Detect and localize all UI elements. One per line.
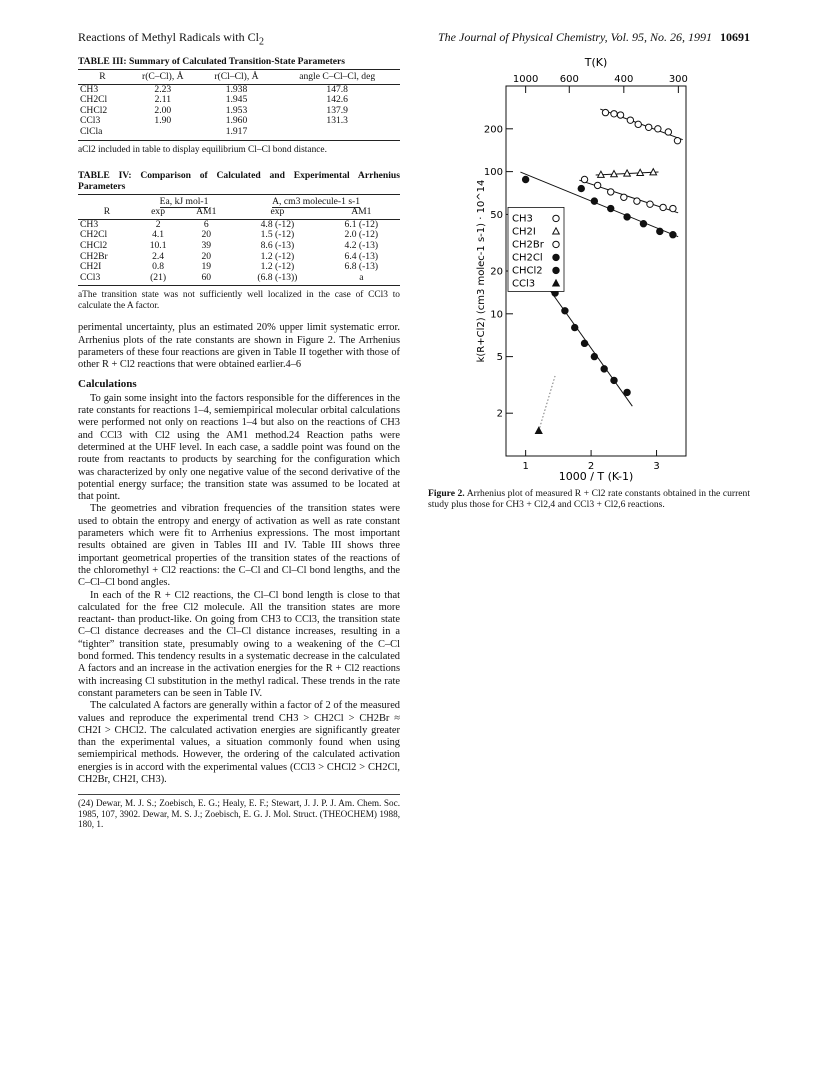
- value-cell: 6: [203, 218, 209, 230]
- col-header: R: [78, 70, 127, 85]
- data-point: [645, 124, 651, 130]
- value-cell: 2.11: [154, 94, 172, 106]
- data-point: [594, 182, 600, 188]
- data-point: [621, 194, 627, 200]
- journal-citation: The Journal of Physical Chemistry, Vol. 95, No. 26, 1991 10691: [438, 30, 750, 44]
- value-cell: 2.00: [154, 104, 172, 116]
- radical-cell: CH3: [80, 218, 99, 230]
- data-point: [665, 129, 671, 135]
- data-point: [640, 221, 646, 227]
- data-point: [562, 308, 568, 314]
- data-point: [608, 205, 614, 211]
- table-4: [78, 170, 400, 313]
- value-cell: [274, 127, 400, 140]
- x-tick-label: 2: [587, 461, 595, 472]
- y-tick-label: 2: [496, 408, 503, 420]
- running-header: [78, 30, 750, 46]
- radical-cell: CHCl2: [80, 104, 108, 116]
- top-axis-label: T(K): [584, 56, 608, 69]
- table-row: [78, 273, 400, 286]
- fit-line: [537, 272, 633, 406]
- y-tick-label: 100: [483, 167, 503, 179]
- value-cell: 8.6 (-13): [260, 239, 295, 251]
- radical-cell: CH2Cl: [80, 229, 108, 241]
- value-cell: 2.23: [154, 83, 172, 95]
- value-cell: 39: [201, 239, 212, 251]
- table-3-grid: [78, 69, 400, 141]
- footnote: (24) Dewar, M. J. S.; Zoebisch, E. G.; Healy, E. F.; Stewart, J. J. P. J. Am. Chem. Soc. 1985, 107, 3902. Dewar, M. S. J.; Zoebisch, E. G. J. Mol. Struct. (THEOCHEM) 1988, 180, 1.: [78, 794, 400, 830]
- table-4-caption: TABLE IV: Comparison of Calculated and Experimental Arrhenius Parameters: [78, 169, 400, 192]
- value-cell: 1.2 (-12): [260, 261, 295, 273]
- data-point: [634, 198, 640, 204]
- value-cell: 4.2 (-13): [344, 239, 379, 251]
- value-cell: 20: [201, 250, 212, 262]
- body-text-left: [78, 322, 400, 830]
- data-point: [611, 377, 617, 383]
- data-point: [578, 185, 584, 191]
- page-number: 10691: [720, 30, 750, 44]
- paragraph: In each of the R + Cl2 reactions, the Cl–Cl bond length is close to that calculated for the free Cl2 molecule. All the transition states are more reactant- than product-like. On going from CH3 to CCl3, the transition state C–Cl distance decreases and the Cl–Cl distance increases, resulting in a “tighter” transition state, presumably owing to a weakening of the C–Cl bond formed. This tendency results in a systematic decrease in the calculated A factors and an increase in the activation energies for the R + Cl2 reactions with increasing Cl substitution in the methyl radical. These trends in the rate constant parameters can be seen in Table IV.: [78, 589, 400, 699]
- data-point: [627, 117, 633, 123]
- data-point: [608, 189, 614, 195]
- value-cell: 60: [180, 273, 232, 286]
- top-tick-label: 300: [668, 74, 688, 85]
- radical-cell: CH3: [80, 83, 99, 95]
- table-row: [78, 241, 400, 252]
- value-cell: 2.0 (-12): [344, 229, 379, 241]
- value-cell: 2: [155, 218, 161, 230]
- legend-entry: CH3: [512, 213, 533, 225]
- table-3-footnote: aCl2 included in table to display equilibrium Cl–Cl bond distance.: [78, 144, 327, 155]
- fit-line: [539, 376, 555, 431]
- figure-caption: Figure 2. Arrhenius plot of measured R + Cl2 rate constants obtained in the current study plus those for CH3 + Cl2,4 and CCl3 + Cl2,6 reactions.: [428, 488, 750, 510]
- top-tick-label: 400: [614, 74, 634, 85]
- value-cell: 1.945: [225, 94, 248, 106]
- data-point: [674, 137, 680, 143]
- x-tick-label: 3: [653, 461, 660, 472]
- data-point: [591, 198, 597, 204]
- group-header: A, cm3 molecule-1 s-1: [272, 195, 361, 207]
- series-CHCl2: [537, 272, 633, 406]
- radical-cell: CHCl2: [80, 239, 108, 251]
- y-tick-label: 5: [496, 352, 503, 364]
- col-header: AM1: [323, 207, 400, 219]
- value-cell: 2.4: [152, 250, 165, 262]
- value-cell: 137.9: [326, 104, 348, 116]
- col-header: AM1: [180, 207, 232, 219]
- value-cell: 6.1 (-12): [344, 218, 379, 230]
- value-cell: 1.5 (-12): [260, 229, 295, 241]
- table-3-caption: TABLE III: Summary of Calculated Transition-State Parameters: [78, 56, 346, 67]
- data-point: [581, 340, 587, 346]
- radical-cell: CCl3: [78, 273, 136, 286]
- radical-cell: CCl3: [80, 115, 101, 127]
- value-cell: 1.2 (-12): [260, 250, 295, 262]
- value-cell: 20: [201, 229, 212, 241]
- radical-cell: CH2I: [80, 261, 102, 273]
- series-CH2Br: [579, 176, 678, 213]
- col-header: exp: [232, 207, 322, 219]
- series-CH2I: [596, 169, 659, 178]
- value-cell: 142.6: [326, 94, 348, 106]
- data-point: [522, 176, 528, 182]
- series-CCl3: [535, 376, 555, 434]
- value-cell: 131.3: [326, 115, 348, 127]
- radical-cell: CH2Cl: [80, 94, 108, 106]
- value-cell: 147.8: [326, 83, 348, 95]
- top-tick-label: 1000: [512, 74, 539, 85]
- paragraph: To gain some insight into the factors responsible for the differences in the rate constants for reactions 1–4, semiempirical molecular orbital calculations were performed not only on reactions 1–4 but also on the reactions of CH3 and CCl3 with Cl2 using the AM1 method.24 Reaction paths were determined at the UHF level. In each case, a saddle point was found on the route from reactants to products by searching for the configuration which was characterized by only one negative value of the second derivative of the potential energy surface; the transition state was assumed to be located at that point.: [78, 392, 400, 503]
- table-4-footnote: aThe transition state was not sufficiently well localized in the case of CCl3 to calculate the A factor.: [78, 290, 400, 312]
- data-point: [624, 389, 630, 395]
- legend-entry: CH2Cl: [512, 252, 543, 264]
- data-point: [602, 109, 608, 115]
- y-tick-label: 200: [483, 124, 503, 136]
- data-point: [581, 176, 587, 182]
- legend-entry: CHCl2: [512, 265, 543, 277]
- y-tick-label: 50: [490, 209, 503, 221]
- data-point: [635, 121, 641, 127]
- col-header: angle C–Cl–Cl, deg: [274, 70, 400, 85]
- table-3: [78, 56, 400, 156]
- value-cell: (6.8 (-13)): [232, 273, 322, 286]
- legend-marker: [553, 267, 559, 273]
- value-cell: 6.8 (-13): [344, 261, 379, 273]
- table-4-grid: [78, 194, 400, 287]
- legend-marker: [553, 215, 559, 221]
- radical-cell: CH2Br: [80, 250, 108, 262]
- data-point: [572, 324, 578, 330]
- data-point: [670, 205, 676, 211]
- series-CH3: [600, 109, 682, 144]
- col-header: r(Cl–Cl), Å: [199, 70, 275, 85]
- paragraph: The geometries and vibration frequencies of the transition states were used to obtain the entropy and energy of activation as well as rate constant parameters which were fit to Arrhenius expressions. The most important results obtained are given in Tables III and IV. Table III shows three important geometrical properties of the transition states of the reactions of the chloromethyl + Cl2 reactions: the C–Cl and Cl–Cl bond lengths, and the C–Cl–Cl bond angles.: [78, 503, 400, 589]
- arrhenius-plot: [428, 56, 750, 486]
- col-header: r(C–Cl), Å: [127, 70, 199, 85]
- y-tick-label: 20: [490, 266, 503, 278]
- figure-2: [428, 56, 750, 486]
- value-cell: 1.960: [225, 115, 248, 127]
- value-cell: 1.938: [225, 83, 248, 95]
- value-cell: 1.953: [225, 104, 248, 116]
- y-axis-label: k(R+Cl2) (cm3 molec-1 s-1) · 10^14: [476, 179, 487, 363]
- value-cell: 6.4 (-13): [344, 250, 379, 262]
- running-title: Reactions of Methyl Radicals with $Cl_2$: [78, 30, 264, 48]
- x-axis-label: 1000 / T (K-1): [558, 470, 634, 483]
- value-cell: 4.8 (-12): [260, 218, 295, 230]
- data-point: [660, 204, 666, 210]
- legend-entry: CH2Br: [512, 239, 544, 251]
- data-point: [591, 353, 597, 359]
- group-header: Ea, kJ mol-1: [159, 195, 209, 207]
- section-heading: Calculations: [78, 377, 137, 390]
- paragraph: perimental uncertainty, plus an estimated 20% upper limit systematic error. Arrhenius plots of the rate constants are shown in Figure 2. The Arrhenius parameters of these four reactions are given in Table II together with those of other R + Cl2 reactions that were obtained earlier.4–6: [78, 322, 400, 371]
- value-cell: a: [323, 273, 400, 286]
- data-point: [655, 126, 661, 132]
- data-point: [617, 112, 623, 118]
- value-cell: 1.917: [199, 127, 275, 140]
- legend-entry: CH2I: [512, 226, 536, 238]
- table-row: [78, 262, 400, 273]
- right-column: [428, 56, 750, 520]
- y-tick-label: 10: [490, 309, 503, 321]
- data-point: [611, 111, 617, 117]
- top-tick-label: 600: [559, 74, 579, 85]
- col-header: exp: [136, 207, 180, 219]
- data-point: [535, 427, 542, 433]
- legend-marker: [553, 254, 559, 260]
- data-point: [647, 201, 653, 207]
- value-cell: 4.1: [152, 229, 165, 241]
- value-cell: 19: [201, 261, 212, 273]
- data-point: [624, 214, 630, 220]
- value-cell: 1.90: [154, 115, 172, 127]
- paragraph: The calculated A factors are generally within a factor of 2 of the measured values and reproduce the experimental trend CH3 > CH2Cl > CH2Br ≈ CH2I > CHCl2. The calculated activation energies are significantly greater than the experimental values, a situation commonly found when using semiempirical methods. However, the ordering of the calculated activation energies is in accord with the experimental values (CCl3 > CHCl2 > CH2Cl, CH2Br, CH2I, CH3).: [78, 700, 400, 785]
- data-point: [601, 366, 607, 372]
- radical-cell: ClCla: [78, 127, 127, 140]
- value-cell: 0.8: [152, 261, 165, 273]
- legend-marker: [553, 241, 559, 247]
- table-row: [78, 127, 400, 140]
- value-cell: (21): [136, 273, 180, 286]
- legend-entry: CCl3: [512, 278, 536, 290]
- col-header: R: [78, 207, 136, 219]
- x-tick-label: 1: [522, 461, 529, 472]
- data-point: [657, 228, 663, 234]
- value-cell: [127, 127, 199, 140]
- left-column: [78, 56, 400, 839]
- data-point: [670, 232, 676, 238]
- value-cell: 10.1: [149, 239, 167, 251]
